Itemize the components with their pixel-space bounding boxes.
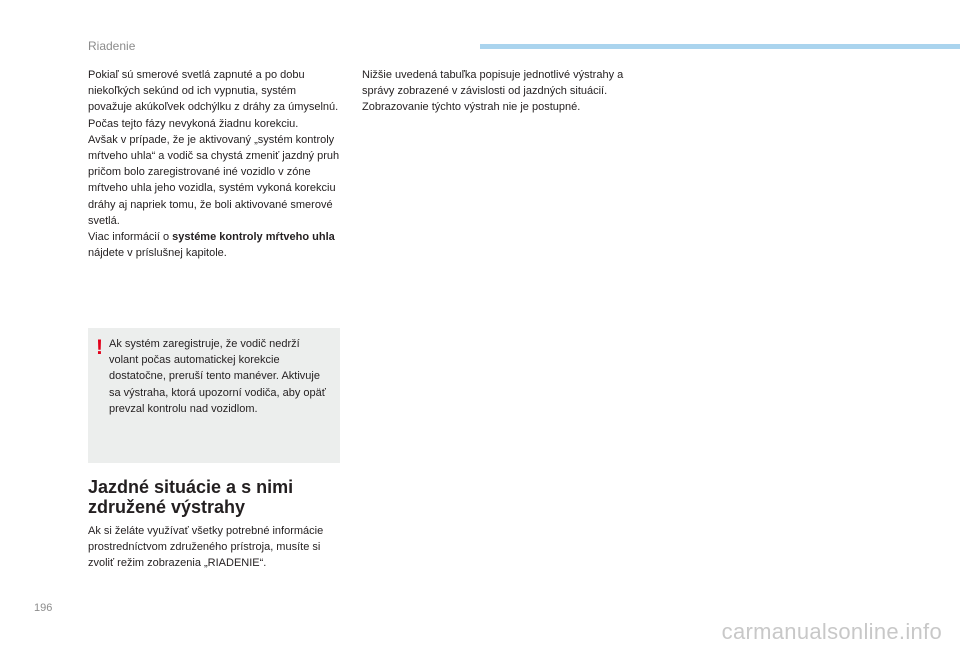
page-section-title: Riadenie (88, 39, 136, 53)
paragraph-display-note: Zobrazovanie týchto výstrah nie je postupné. (362, 101, 581, 114)
page-number: 196 (34, 602, 53, 614)
exclamation-warning-icon: ! (96, 336, 103, 359)
blind-spot-link-text: systéme kontroly mŕtveho uhla (172, 231, 335, 244)
section-paragraph: Ak si želáte využívať všetky potrebné informácie prostredníctvom združeného prístroja, musíte si zvoliť režim zobrazenia „RIADENIE“. (88, 525, 324, 570)
section-heading: Jazdné situácie a s nimi združené výstrahy (88, 477, 294, 517)
paragraph-table-description: Nižšie uvedená tabuľka popisuje jednotlivé výstrahy a správy zobrazené v závislosti od jazdných situácií. (362, 69, 624, 98)
warning-text: Ak systém zaregistruje, že vodič nedrží volant počas automatickej korekcie dostatočne, preruší tento manéver. Aktivuje sa výstraha, ktorá upozorní vodiča, aby opäť prevzal kontrolu nad vozidlom. (109, 338, 326, 415)
more-info-suffix: nájdete v príslušnej kapitole. (88, 247, 227, 260)
left-column (88, 67, 342, 261)
right-column (362, 67, 632, 116)
watermark: carmanualsonline.info (721, 619, 942, 644)
more-info-prefix: Viac informácií o (88, 231, 173, 244)
paragraph-turn-signals: Pokiaľ sú smerové svetlá zapnuté a po dobu niekoľkých sekúnd od ich vypnutia, systém považuje akúkoľvek odchýlku z dráhy za úmyselnú. Počas tejto fázy nevykoná žiadnu korekciu. (88, 69, 339, 130)
warning-box (88, 328, 340, 463)
paragraph-blind-spot: Avšak v prípade, že je aktivovaný „systém kontroly mŕtveho uhla“ a vodič sa chystá zmeniť jazdný pruh pričom bolo zaregistrované iné vozidlo v zóne mŕtveho uhla jeho vozidla, systém vykoná korekciu dráhy aj napriek tomu, že boli aktivované smerové svetlá. (88, 133, 340, 227)
header-accent-bar (480, 44, 960, 49)
paragraph-more-info (88, 229, 342, 261)
